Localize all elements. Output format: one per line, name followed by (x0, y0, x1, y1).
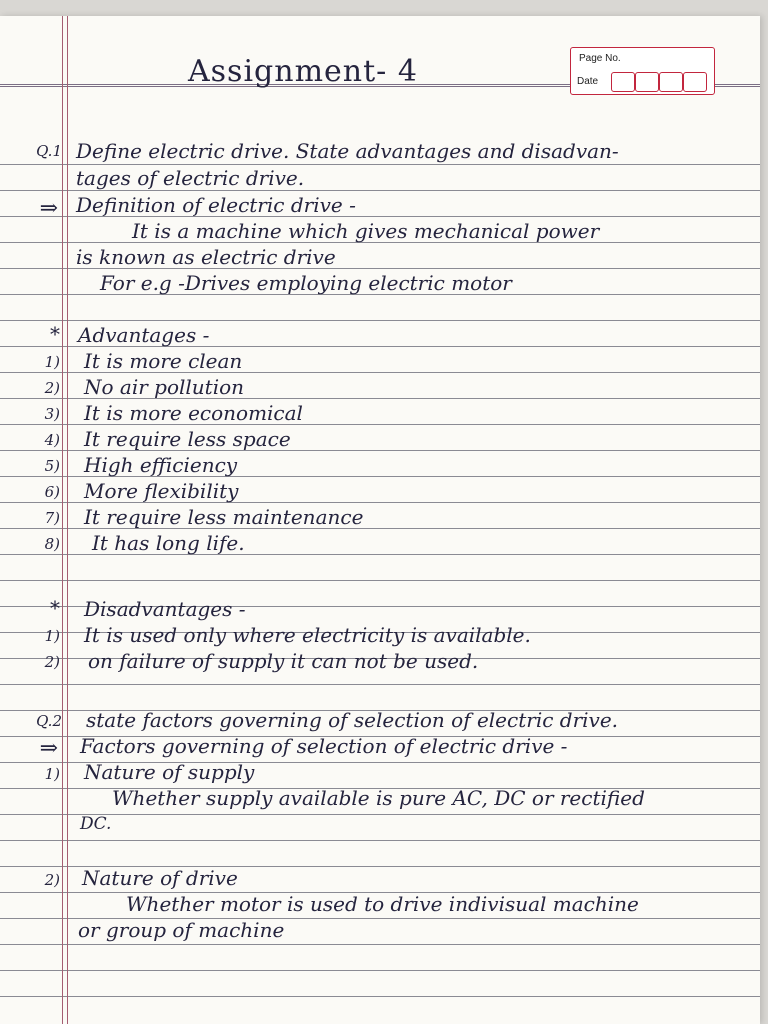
section-heading: Definition of electric drive - (76, 193, 356, 217)
question-text: Define electric drive. State advantages and disadvan- (76, 139, 619, 163)
list-number: 5) (44, 457, 60, 475)
margin-line (67, 16, 68, 1024)
ruled-line (0, 320, 760, 321)
ruled-line (0, 164, 760, 165)
list-item: It is used only where electricity is available. (84, 623, 531, 647)
section-heading: Factors governing of selection of electric drive - (80, 734, 568, 758)
list-item: on failure of supply it can not be used. (88, 649, 479, 673)
list-item: It has long life. (92, 531, 245, 555)
date-cell (683, 72, 707, 92)
question-number: Q.2 (36, 712, 62, 730)
ruled-line (0, 684, 760, 685)
ruled-line (0, 996, 760, 997)
list-number: 2) (44, 871, 60, 889)
list-item: It require less maintenance (84, 505, 364, 529)
ruled-line (0, 944, 760, 945)
ruled-line (0, 970, 760, 971)
list-number: 1) (44, 353, 60, 371)
body-text: or group of machine (78, 918, 285, 942)
list-number: 6) (44, 483, 60, 501)
body-text: For e.g -Drives employing electric motor (100, 271, 512, 295)
body-text: Whether motor is used to drive indivisual machine (126, 892, 639, 916)
body-text: Whether supply available is pure AC, DC or rectified (112, 786, 645, 810)
question-number: Q.1 (36, 142, 62, 160)
arrow-icon: ⇒ (39, 736, 58, 761)
list-number: 1) (44, 765, 60, 783)
sub-heading: Nature of supply (84, 760, 255, 784)
list-item: It is more economical (84, 401, 303, 425)
notebook-page (0, 16, 760, 1024)
list-number: 1) (44, 627, 60, 645)
date-cell (635, 72, 659, 92)
list-number: 8) (44, 535, 60, 553)
margin-line (62, 16, 63, 1024)
body-text: DC. (80, 814, 112, 834)
ruled-line (0, 190, 760, 191)
question-text: tages of electric drive. (76, 166, 305, 190)
body-text: It is a machine which gives mechanical power (132, 219, 600, 243)
date-cell (611, 72, 635, 92)
list-item: More flexibility (84, 479, 239, 503)
section-heading: Advantages - (78, 323, 210, 347)
sub-heading: Nature of drive (82, 866, 238, 890)
arrow-icon: ⇒ (39, 196, 58, 221)
ruled-line (0, 814, 760, 815)
page-date-box (570, 47, 715, 95)
list-item: It require less space (84, 427, 291, 451)
ruled-line (0, 840, 760, 841)
star-bullet: * (50, 322, 60, 346)
page-title: Assignment- 4 (188, 54, 418, 89)
list-item: No air pollution (84, 375, 245, 399)
star-bullet: * (50, 596, 60, 620)
list-number: 7) (44, 509, 60, 527)
question-text: state factors governing of selection of electric drive. (86, 708, 619, 732)
list-number: 4) (44, 431, 60, 449)
body-text: is known as electric drive (76, 245, 336, 269)
date-cell (659, 72, 683, 92)
ruled-line (0, 580, 760, 581)
list-number: 2) (44, 379, 60, 397)
list-number: 3) (44, 405, 60, 423)
page-no-label: Page No. (579, 53, 621, 64)
list-number: 2) (44, 653, 60, 671)
section-heading: Disadvantages - (84, 597, 246, 621)
list-item: It is more clean (84, 349, 243, 373)
date-label: Date (577, 76, 599, 87)
list-item: High efficiency (84, 453, 238, 477)
